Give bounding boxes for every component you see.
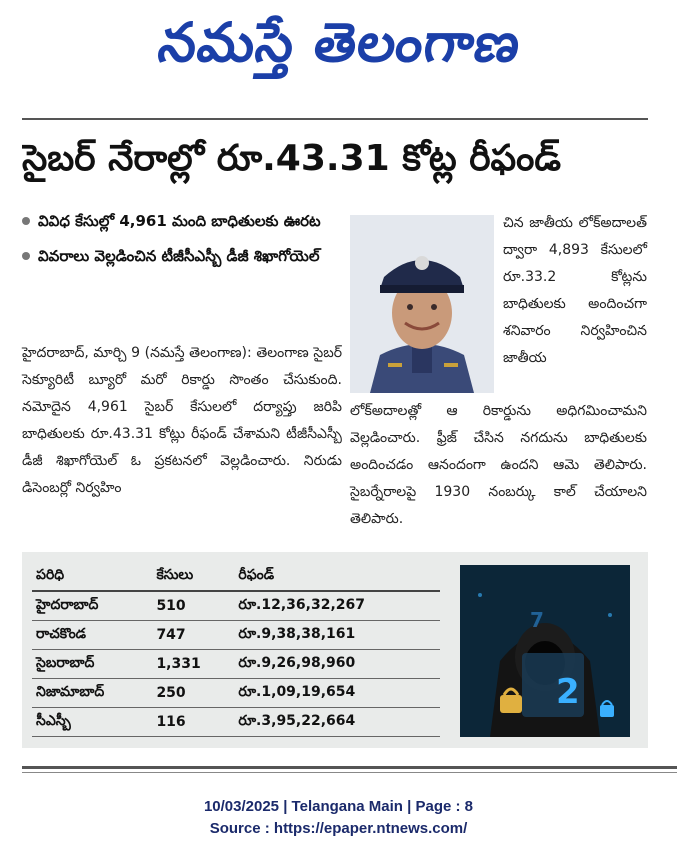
footer [0, 796, 677, 840]
cell-cases: 747 [148, 621, 234, 650]
column-header-refund: రీఫండ్ [234, 562, 440, 591]
cell-region: హైదరాబాద్ [32, 591, 148, 621]
refund-table [32, 562, 440, 737]
article-right-column-top: చిన జాతీయ లోక్అదాలత్ ద్వారా 4,893 కేసులలో రూ.33.2 కోట్లను బాధితులకు అందించగా శనివారం నిర్వహించిన జాతీయ [503, 215, 647, 366]
top-rule [22, 118, 648, 120]
cell-region: నిజామాబాద్ [32, 679, 148, 708]
column-header-cases: కేసులు [148, 562, 234, 591]
footer-source-line: Source : https://epaper.ntnews.com/ [209, 820, 468, 837]
bullet-text: వివరాలు వెల్లడించిన టీజీసీఎస్బీ డీజీ శిఖాగోయెల్ [38, 247, 320, 265]
cell-region: సీఎస్బీ [32, 708, 148, 737]
table-header-row [32, 562, 440, 591]
bullet-item [22, 243, 342, 270]
article-right-column-bottom: లోక్అదాలత్లో ఆ రికార్డును అధిగమించామని వెల్లడించారు. ఫ్రీజ్ చేసిన నగదును బాధితులకు అందించడం ఆనందంగా ఉందని ఆమె తెలిపారు. సైబర్నేరాలపై 1930 నంబర్కు కాల్ చేయాలని తెలిపారు. [350, 403, 647, 527]
article-left-column: హైదరాబాద్, మార్చి 9 (నమస్తే తెలంగాణ): తెలంగాణ సైబర్ సెక్యూరిటీ బ్యూరో మరో రికార్డు సొంతం చేసుకుంది. నమోదైన 4,961 సైబర్ కేసులలో దర్యాప్తు జరిపి బాధితులకు రూ.43.31 కోట్లు రీఫండ్ చేశామని టీజీసీఎస్బీ డీజీ శిఖాగోయెల్ ఓ ప్రకటనలో వెల్లడించారు. నిరుడు డిసెంబర్లో నిర్వహిం [22, 345, 342, 496]
masthead [0, 0, 677, 98]
cell-cases: 250 [148, 679, 234, 708]
bullet-dot-icon [22, 217, 30, 225]
table-row [32, 591, 440, 621]
cell-region: రాచకొండ [32, 621, 148, 650]
cell-refund: రూ.12,36,32,267 [234, 591, 440, 621]
bullet-dot-icon [22, 252, 30, 260]
bullet-text: వివిధ కేసుల్లో 4,961 మంది బాధితులకు ఊరట [38, 212, 321, 230]
cell-refund: రూ.9,38,38,161 [234, 621, 440, 650]
cell-refund: రూ.1,09,19,654 [234, 679, 440, 708]
headline: సైబర్ నేరాల్లో రూ.43.31 కోట్ల రీఫండ్ [22, 138, 562, 179]
cell-refund: రూ.3,95,22,664 [234, 708, 440, 737]
cell-cases: 116 [148, 708, 234, 737]
cell-cases: 1,331 [148, 650, 234, 679]
hacker-digit: 2 [556, 672, 580, 712]
refund-table-panel [22, 552, 648, 748]
bottom-rule-thin [22, 772, 677, 773]
cell-cases: 510 [148, 591, 234, 621]
table-row [32, 650, 440, 679]
bullet-item [22, 208, 342, 235]
table-row [32, 708, 440, 737]
footer-edition-line: 10/03/2025 | Telangana Main | Page : 8 [203, 798, 474, 815]
column-header-region: పరిధి [32, 562, 148, 591]
table-row [32, 679, 440, 708]
cell-refund: రూ.9,26,98,960 [234, 650, 440, 679]
cell-region: సైబరాబాద్ [32, 650, 148, 679]
officer-photo [350, 215, 494, 393]
bullet-list [22, 208, 342, 278]
masthead-title: నమస్తే తెలంగాణ [154, 10, 525, 74]
bottom-rule [22, 766, 677, 769]
hacker-illustration [460, 565, 630, 737]
hacker-digit: 7 [530, 608, 544, 632]
table-row [32, 621, 440, 650]
